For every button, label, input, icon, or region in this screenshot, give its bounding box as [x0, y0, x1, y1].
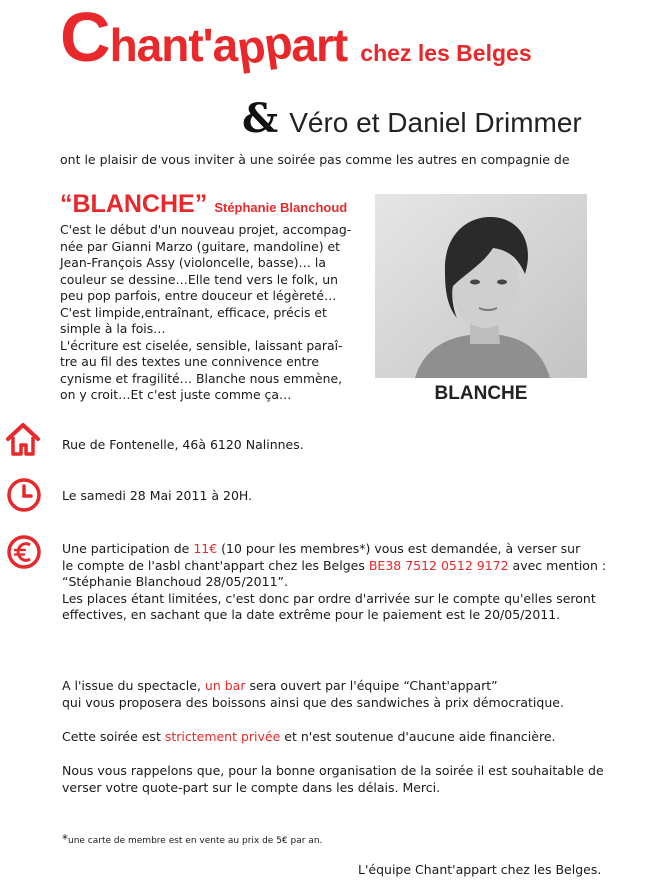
- event-date: Le samedi 28 Mai 2011 à 20H.: [62, 488, 253, 503]
- house-icon: [4, 420, 42, 458]
- invitation-text: ont le plaisir de vous inviter à une soirée pas comme les autres en compagnie de: [60, 152, 570, 167]
- description-line: C'est limpide,entraînant, efficace, précis et: [60, 304, 327, 320]
- payment-info: [62, 541, 606, 624]
- artist-name: Stéphanie Blanchoud: [214, 200, 348, 215]
- clock-icon: [5, 476, 43, 514]
- footnote-text: une carte de membre est en vente au prix de 5€ par an.: [68, 836, 323, 846]
- logo: [60, 0, 532, 76]
- logo-initial: C: [60, 0, 110, 76]
- logo-wordmark: [60, 0, 348, 76]
- description-line: Jean-François Assy (violoncelle, basse)… la: [60, 255, 326, 270]
- description-line: L'écriture est ciselée, sensible, laissant paraî-: [60, 337, 343, 353]
- private-text: et n'est soutenue d'aucune aide financière.: [280, 729, 556, 744]
- hosts-line: [242, 95, 582, 142]
- description-line: née par Gianni Marzo (guitare, mandoline) et: [60, 238, 340, 254]
- euro-icon: [5, 533, 43, 571]
- payment-line: [62, 541, 606, 558]
- description-line: peu pop parfois, entre douceur et légèreté…: [60, 288, 337, 303]
- bank-account: BE38 7512 0512 9172: [368, 557, 509, 573]
- bar-line: [62, 678, 564, 695]
- price: 11€: [193, 541, 218, 556]
- payment-text: le compte de l'asbl chant'appart chez les Belges: [62, 557, 369, 573]
- footnote-star: *: [62, 832, 68, 846]
- payment-line: “Stéphanie Blanchoud 28/05/2011”.: [62, 574, 288, 589]
- description-line: C'est le début d'un nouveau projet, accompag-: [60, 222, 352, 237]
- description-line: on y croit…Et c'est juste comme ça…: [60, 387, 292, 402]
- show-name: “BLANCHE”: [60, 190, 208, 218]
- private-notice: [62, 729, 555, 746]
- address: Rue de Fontenelle, 46à 6120 Nalinnes.: [62, 437, 304, 452]
- description-line: cynisme et fragilité… Blanche nous emmène,: [60, 370, 343, 386]
- payment-line: Les places étant limitées, c'est donc par ordre d'arrivée sur le compte qu'elles seront: [62, 590, 596, 606]
- portrait-illustration: [375, 194, 587, 378]
- logo-part-3: art: [291, 19, 348, 71]
- logo-part-1: hant'a: [109, 19, 238, 71]
- bar-info: [62, 678, 564, 711]
- hosts-name: Véro et Daniel Drimmer: [289, 107, 582, 138]
- photo-label: BLANCHE: [434, 383, 528, 404]
- private-text: Cette soirée est: [62, 729, 165, 744]
- bar-line: qui vous proposera des boissons ainsi que des sandwiches à prix démocratique.: [62, 694, 564, 710]
- show-description: [60, 222, 372, 404]
- bar-text: A l'issue du spectacle,: [62, 678, 205, 693]
- reminder: [62, 763, 604, 796]
- payment-text: Une participation de: [62, 541, 194, 556]
- logo-subtitle: chez les Belges: [360, 40, 532, 66]
- description-line: simple à la fois…: [60, 321, 166, 336]
- footnote: [62, 832, 322, 846]
- show-title: [60, 190, 347, 219]
- bar-highlight: un bar: [204, 678, 246, 693]
- reminder-line: Nous vous rappelons que, pour la bonne organisation de la soirée il est souhaitable de: [62, 763, 604, 778]
- artist-photo: [375, 194, 587, 378]
- reminder-line: verser votre quote-part sur le compte dans les délais. Merci.: [62, 779, 441, 795]
- payment-text: avec mention :: [508, 557, 607, 573]
- description-line: tre au fil des textes une connivence entre: [60, 354, 319, 369]
- payment-line: effectives, en sachant que la date extrême pour le paiement est le 20/05/2011.: [62, 607, 561, 622]
- logo-part-2: pp: [233, 15, 295, 75]
- description-line: couleur se dessine…Elle tend vers le folk, un: [60, 271, 338, 287]
- bar-text: sera ouvert par l'équipe “Chant'appart”: [245, 678, 498, 693]
- payment-text: (10 pour les membres*) vous est demandée, à verser sur: [217, 541, 581, 556]
- payment-line: [62, 558, 606, 575]
- private-line: [62, 729, 555, 746]
- ampersand: &: [242, 95, 279, 142]
- private-highlight: strictement privée: [164, 729, 281, 744]
- signature: L'équipe Chant'appart chez les Belges.: [358, 862, 602, 877]
